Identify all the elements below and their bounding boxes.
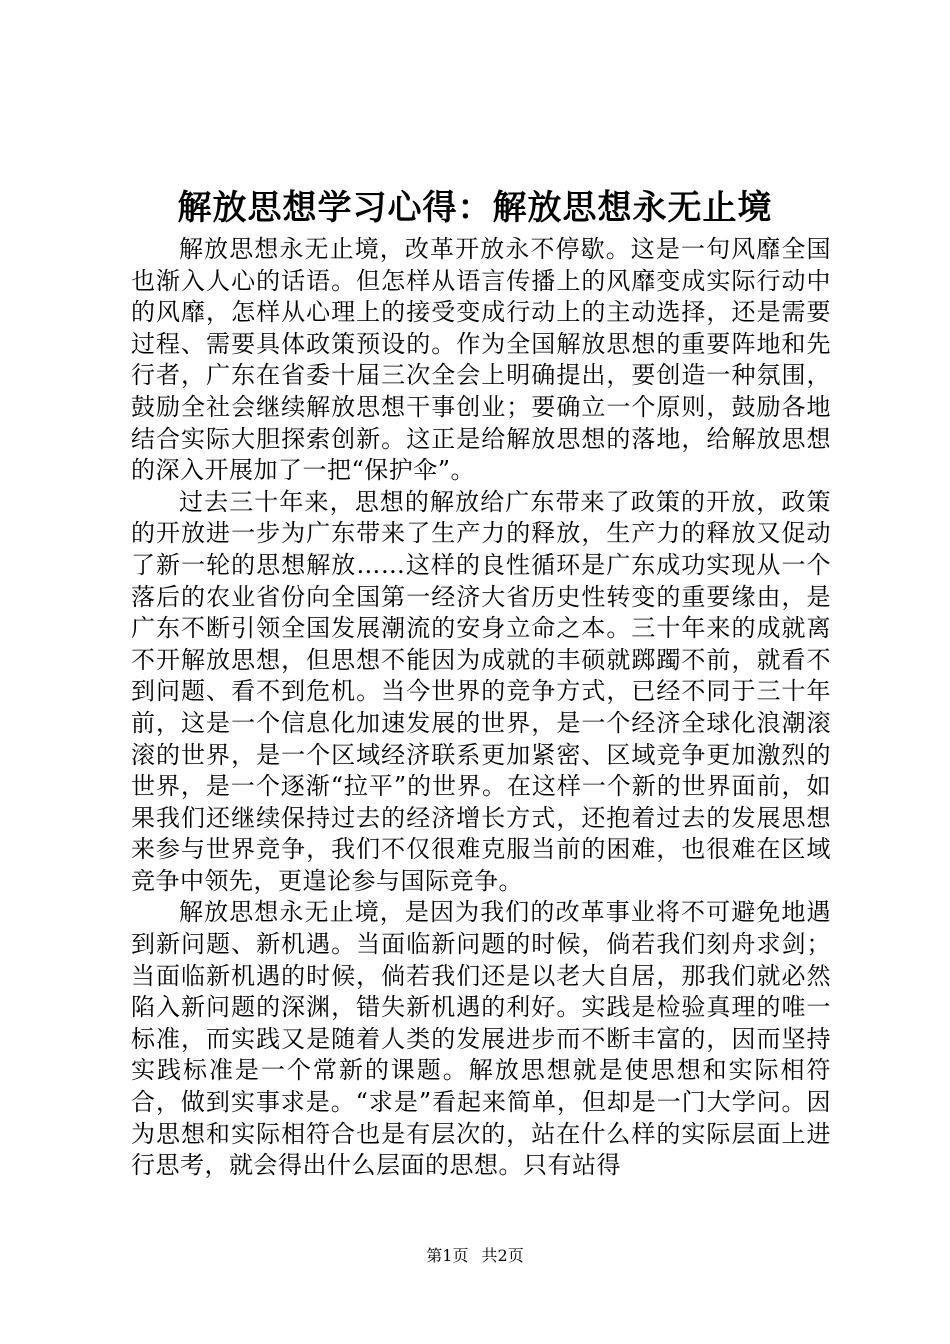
paragraph: 过去三十年来，思想的解放给广东带来了政策的开放，政策的开放进一步为广东带来了生产力的释放，生产力的释放又促动了新一轮的思想解放……这样的良性循环是广东成功实现从一个落后的农业省份向全国第一经济大省历史性转变的重要缘由，是广东不断引领全国发展潮流的安身立命之本。三十年来的成就离不开解放思想，但思想不能因为成就的丰硕就踯躅不前，就看不到问题、看不到危机。当今世界的竞争方式，已经不同于三十年前，这是一个信息化加速发展的世界，是一个经济全球化浪潮滚滚的世界，是一个区域经济联系更加紧密、区域竞争更加激烈的世界，是一个逐渐“拉平”的世界。在这样一个新的世界面前，如果我们还继续保持过去的经济增长方式，还抱着过去的发展思想来参与世界竞争，我们不仅很难克服当前的困难，也很难在区域竞争中领先，更遑论参与国际竞争。: [131, 487, 831, 895]
document-body: [131, 234, 831, 1182]
paragraph: 解放思想永无止境，改革开放永不停歇。这是一句风靡全国也渐入人心的话语。但怎样从语言传播上的风靡变成实际行动中的风靡，怎样从心理上的接受变成行动上的主动选择，还是需要过程、需要具体政策预设的。作为全国解放思想的重要阵地和先行者，广东在省委十届三次全会上明确提出，要创造一种氛围，鼓励全社会继续解放思想干事创业；要确立一个原则，鼓励各地结合实际大胆探索创新。这正是给解放思想的落地，给解放思想的深入开展加了一把“保护伞”。: [131, 235, 831, 485]
page-number-total: 共2页: [481, 1246, 524, 1265]
page-footer: [0, 1244, 950, 1268]
document-title: 解放思想学习心得：解放思想永无止境: [177, 188, 773, 228]
paragraph: 解放思想永无止境，是因为我们的改革事业将不可避免地遇到新问题、新机遇。当面临新问题的时候，倘若我们刻舟求剑；当面临新机遇的时候，倘若我们还是以老大自居，那我们就必然陷入新问题的深渊，错失新机遇的利好。实践是检验真理的唯一标准，而实践又是随着人类的发展进步而不断丰富的，因而坚持实践标准是一个常新的课题。解放思想就是使思想和实际相符合，做到实事求是。“求是”看起来简单，但却是一门大学问。因为思想和实际相符合也是有层次的，站在什么样的实际层面上进行思考，就会得出什么层面的思想。只有站得: [131, 898, 831, 1180]
page-number-current: 第1页: [426, 1246, 469, 1265]
